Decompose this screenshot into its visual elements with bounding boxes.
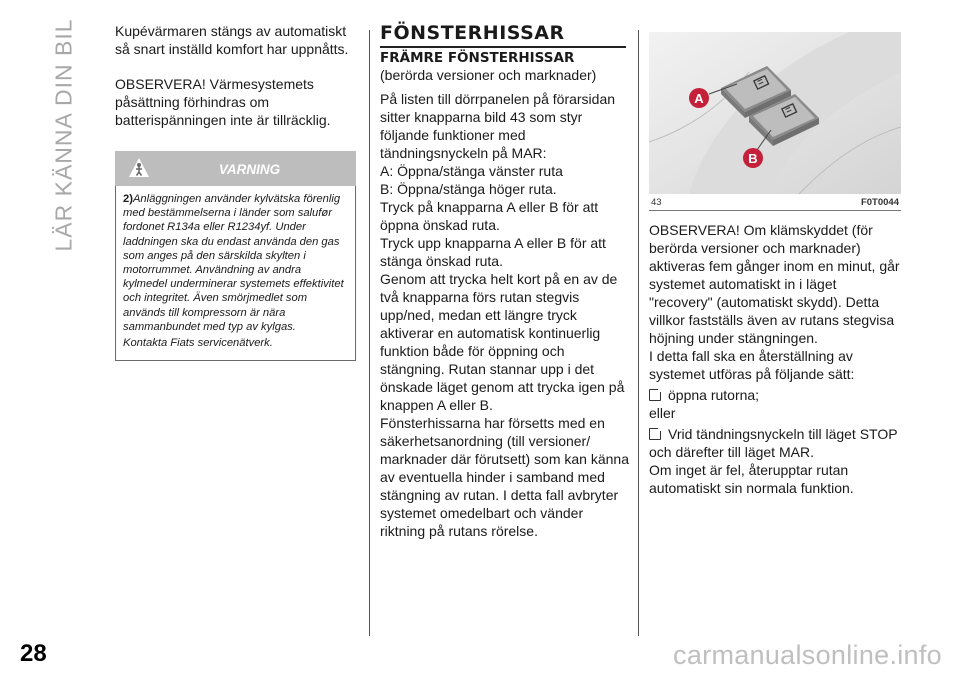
paragraph: B: Öppna/stänga höger ruta. bbox=[380, 181, 557, 197]
figure-code: F0T0044 bbox=[860, 197, 899, 208]
column-right bbox=[649, 22, 901, 497]
warning-title: VARNING bbox=[218, 162, 281, 177]
paragraph: Genom att trycka helt kort på en av de två knapparna förs rutan stegvis upp/ned, medan ett längre tryck aktiverar en automatisk kontinuerlig funktion både för öppning och stängning. Rutan stannar upp i det önskade läget genom att trycka igen på knappen A eller B. bbox=[380, 271, 625, 413]
caption-rule bbox=[649, 210, 901, 211]
column-divider bbox=[369, 30, 370, 636]
bullet-text: Vrid tändningsnyckeln till läget STOP och därefter till läget MAR. bbox=[649, 426, 898, 460]
chapter-side-tab bbox=[44, 18, 84, 252]
paragraph: Fönsterhissarna har försetts med en säkerhetsanordning (till versioner/ marknader där förutsett) som kan känna av eventuella hinder i samband med stängning av rutan. I detta fall avbryter systemet omedelbart och vänder riktning på rutans rörelse. bbox=[380, 415, 630, 539]
warning-text-contact: Kontakta Fiats servicenätverk. bbox=[123, 337, 273, 350]
connector-text: eller bbox=[649, 405, 676, 421]
callout-b: B bbox=[748, 151, 758, 166]
checkbox-bullet-icon bbox=[649, 428, 661, 440]
paragraph: Om inget är fel, återupptar rutan automatiskt sin normala funktion. bbox=[649, 462, 854, 496]
chapter-title: LÄR KÄNNA DIN BIL bbox=[50, 18, 77, 252]
callout-a: A bbox=[694, 91, 704, 106]
bullet-item bbox=[649, 425, 901, 461]
paragraph: OBSERVERA! Om klämskyddet (för berörda versioner och marknader) aktiveras fem gånger inom en minut, går systemet automatiskt in i läget "recovery" (automatiskt skydd). Detta villkor fastställs även av rutans stegvisa höjning under stängningen. bbox=[649, 222, 900, 346]
paragraph: I detta fall ska en återställning av systemet utföras på följande sätt: bbox=[649, 348, 855, 382]
window-switch-illustration bbox=[649, 32, 901, 194]
paragraph: A: Öppna/stänga vänster ruta bbox=[380, 163, 563, 179]
paragraph: Kupévärmaren stängs av automatiskt så snart inställd komfort har uppnåtts. bbox=[115, 23, 349, 57]
paragraph: På listen till dörrpanelen på förarsidan sitter knapparna bild 43 som styr följande funktioner med tändningsnyckeln på MAR: bbox=[380, 91, 616, 161]
bullet-item bbox=[649, 386, 901, 404]
figure-window-switches bbox=[649, 32, 901, 194]
warning-text: Anläggningen använder kylvätska förenlig med bestämmelserna i länder som salufør fordonet R134a eller R1234yf. Under laddningen ska du endast använda den gas som anges på den särskilda skylten i motorrummet. Användning av andra kylmedel underminerar systemets effektivitet och integritet. Även smörjmedlet som används till kompressorn är nära sammanbundet med typ av kylgas. bbox=[123, 193, 344, 333]
warning-body bbox=[115, 186, 356, 361]
availability-note: (berörda versioner och marknader) bbox=[380, 67, 597, 83]
bullet-text: öppna rutorna; bbox=[668, 387, 760, 403]
column-left bbox=[115, 22, 360, 361]
figure-caption bbox=[649, 194, 901, 208]
warning-box bbox=[115, 151, 356, 361]
column-divider bbox=[638, 30, 639, 636]
checkbox-bullet-icon bbox=[649, 389, 661, 401]
section-subheading: FRÄMRE FÖNSTERHISSAR bbox=[380, 50, 575, 66]
column-middle bbox=[380, 22, 630, 540]
paragraph: Tryck på knapparna A eller B för att öppna önskad ruta. bbox=[380, 199, 599, 233]
paragraph: OBSERVERA! Värmesystemets påsättning förhindras om batterispänningen inte är tillräcklig. bbox=[115, 76, 331, 128]
warning-header bbox=[115, 151, 356, 186]
section-heading: FÖNSTERHISSAR bbox=[380, 22, 626, 48]
watermark: carmanualsonline.info bbox=[673, 640, 942, 670]
note-number: 2) bbox=[123, 193, 133, 205]
paragraph: Tryck upp knapparna A eller B för att stänga önskad ruta. bbox=[380, 235, 606, 269]
figure-number: 43 bbox=[651, 197, 662, 208]
page-number: 28 bbox=[20, 640, 47, 667]
